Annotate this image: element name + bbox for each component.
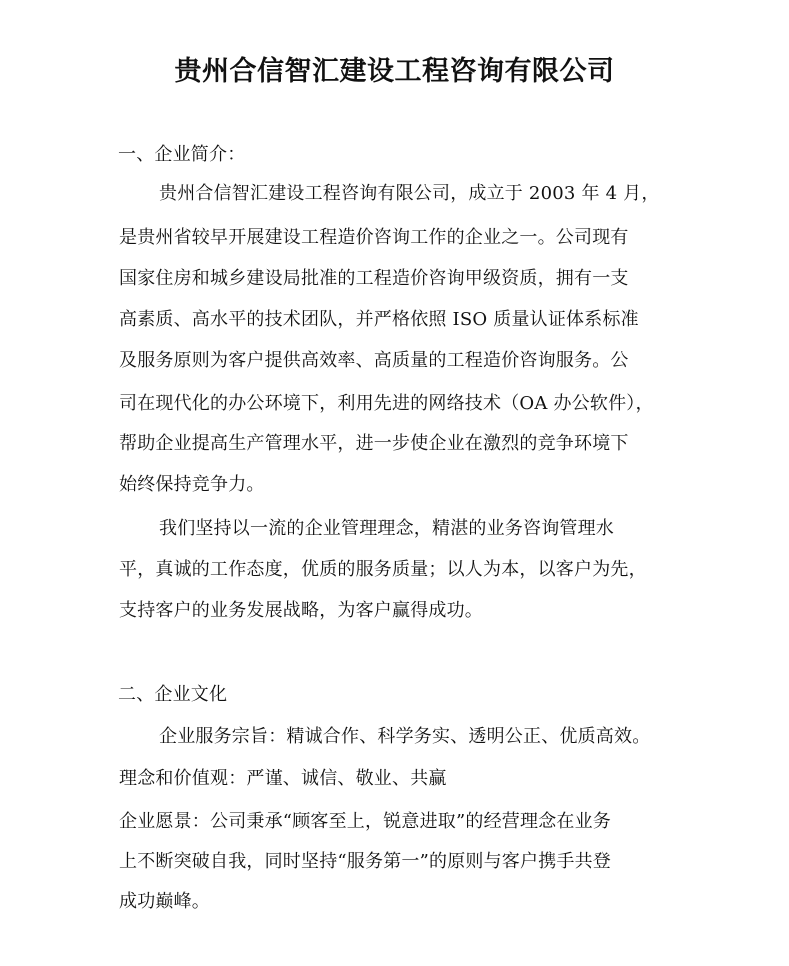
paragraph-line: 及服务原则为客户提供高效率、高质量的工程造价咨询服务。公 (119, 350, 629, 371)
paragraph-line: 支持客户的业务发展战略，为客户赢得成功。 (119, 600, 483, 621)
paragraph-line: 国家住房和城乡建设局批准的工程造价咨询甲级资质，拥有一支 (119, 268, 629, 289)
paragraph-line: 贵州合信智汇建设工程咨询有限公司，成立于 2003 年 4 月， (159, 183, 660, 204)
paragraph-line: 我们坚持以一流的企业管理理念，精湛的业务咨询管理水 (159, 518, 614, 539)
culture-line: 上不断突破自我，同时坚持“服务第一”的原则与客户携手共登 (119, 851, 612, 872)
culture-line: 企业愿景：公司秉承“顾客至上，锐意进取”的经营理念在业务 (119, 811, 612, 832)
paragraph-line: 司在现代化的办公环境下，利用先进的网络技术（OA 办公软件）， (119, 393, 654, 414)
paragraph-line: 帮助企业提高生产管理水平，进一步使企业在激烈的竞争环境下 (119, 433, 629, 454)
culture-line: 企业服务宗旨：精诚合作、科学务实、透明公正、优质高效。 (159, 726, 651, 747)
paragraph-line: 始终保持竞争力。 (119, 474, 265, 495)
culture-line: 理念和价值观：严谨、诚信、敬业、共赢 (119, 768, 447, 789)
section-heading-company-intro: 一、企业简介： (118, 144, 246, 165)
document-title: 贵州合信智汇建设工程咨询有限公司 (174, 56, 615, 87)
section-heading-company-culture: 二、企业文化 (118, 684, 228, 705)
paragraph-line: 高素质、高水平的技术团队，并严格依照 ISO 质量认证体系标准 (119, 309, 639, 330)
paragraph-line: 是贵州省较早开展建设工程造价咨询工作的企业之一。公司现有 (119, 227, 629, 248)
culture-line: 成功巅峰。 (119, 891, 210, 912)
paragraph-line: 平，真诚的工作态度，优质的服务质量；以人为本，以客户为先， (119, 559, 647, 580)
